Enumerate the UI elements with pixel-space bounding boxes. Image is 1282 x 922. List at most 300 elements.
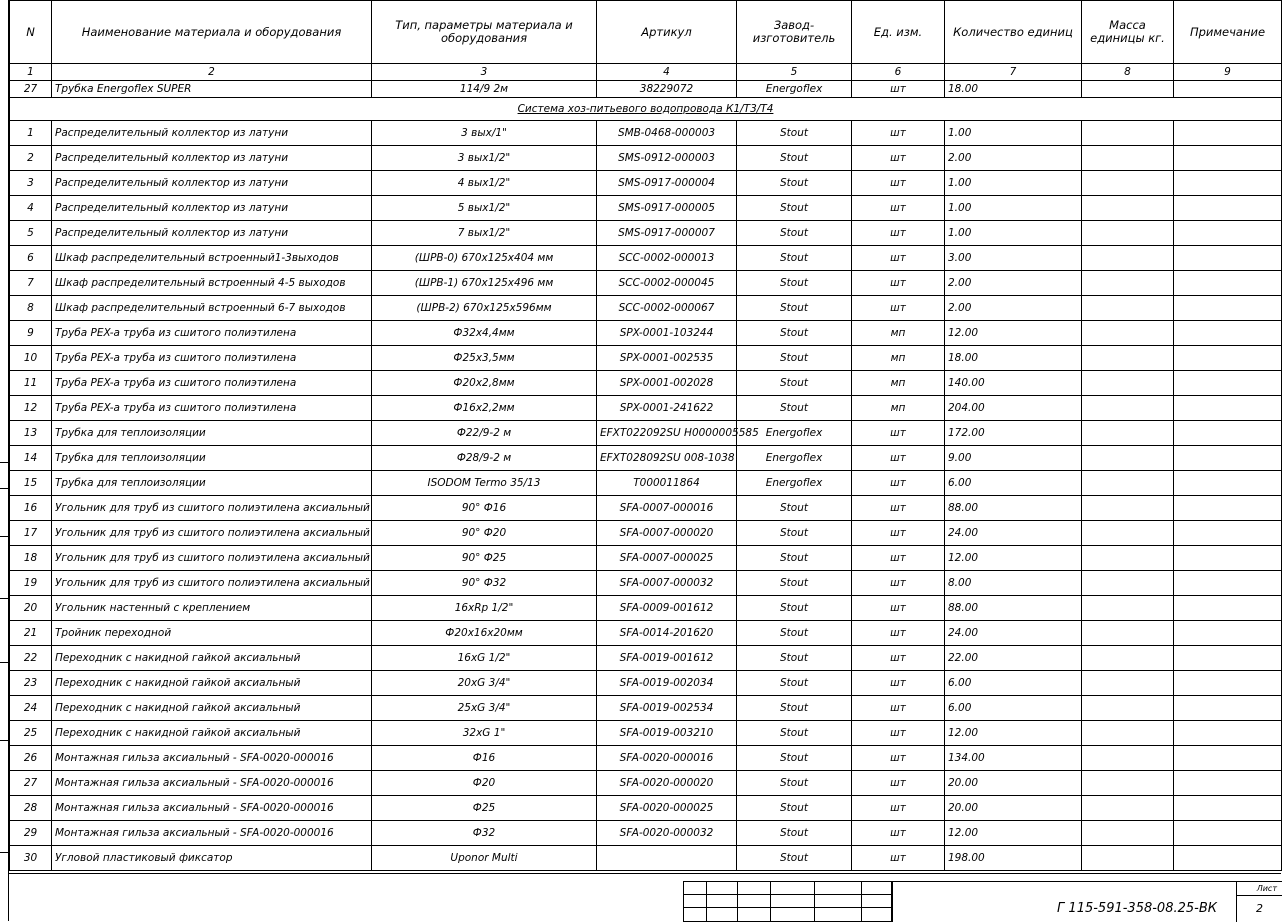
table-row xyxy=(10,821,1282,846)
cell-mass xyxy=(1082,846,1174,871)
cell-note xyxy=(1174,221,1282,246)
cell-note xyxy=(1174,296,1282,321)
cell-unit: мп xyxy=(852,346,945,371)
cell-type: 90° Ф32 xyxy=(372,571,597,596)
cell-name: Монтажная гильза аксиальный - SFA-0020-000016 xyxy=(52,821,372,846)
cell-article: EFXT022092SU H0000005585 xyxy=(597,421,737,446)
cell-type: ISODOM Termo 35/13 xyxy=(372,471,597,496)
column-number-row xyxy=(10,64,1282,81)
header-name: Наименование материала и оборудования xyxy=(52,1,372,64)
cell-article: SFA-0019-003210 xyxy=(597,721,737,746)
cell-qty: 8.00 xyxy=(945,571,1082,596)
cell-qty: 140.00 xyxy=(945,371,1082,396)
cell-n: 27 xyxy=(10,771,52,796)
cell-note xyxy=(1174,621,1282,646)
table-row xyxy=(10,496,1282,521)
cell-article: SPX-0001-002535 xyxy=(597,346,737,371)
stamp-cell xyxy=(815,895,862,908)
cell-type: 3 вых/1" xyxy=(372,121,597,146)
cell-article: SFA-0020-000016 xyxy=(597,746,737,771)
cell-n: 16 xyxy=(10,496,52,521)
cell-article: SMS-0917-000007 xyxy=(597,221,737,246)
cell-mass xyxy=(1082,196,1174,221)
cell-article: SPX-0001-241622 xyxy=(597,396,737,421)
cell-unit: шт xyxy=(852,296,945,321)
cell-type: (ШРВ-1) 670х125х496 мм xyxy=(372,271,597,296)
cell-maker: Stout xyxy=(737,196,852,221)
table-row xyxy=(10,321,1282,346)
stamp-cell xyxy=(707,882,738,895)
stamp-cell xyxy=(771,908,815,922)
cell-qty: 18.00 xyxy=(945,346,1082,371)
cell-mass xyxy=(1082,446,1174,471)
cell-mass xyxy=(1082,121,1174,146)
table-row xyxy=(10,671,1282,696)
cell-type: 5 вых1/2" xyxy=(372,196,597,221)
cell-note xyxy=(1174,821,1282,846)
cell-n: 29 xyxy=(10,821,52,846)
cell-name: Труба PEX-a труба из сшитого полиэтилена xyxy=(52,371,372,396)
cell-note xyxy=(1174,771,1282,796)
cell-note xyxy=(1174,571,1282,596)
cell-name: Угольник для труб из сшитого полиэтилена аксиальный xyxy=(52,521,372,546)
cell-type: 25хG 3/4" xyxy=(372,696,597,721)
cell-unit: шт xyxy=(852,646,945,671)
cell-name: Угольник для труб из сшитого полиэтилена аксиальный xyxy=(52,546,372,571)
cell-article: SPX-0001-103244 xyxy=(597,321,737,346)
cell-maker: Stout xyxy=(737,171,852,196)
stamp-cell xyxy=(862,908,892,922)
cell-mass xyxy=(1082,221,1174,246)
cell-article: SPX-0001-002028 xyxy=(597,371,737,396)
cell-note xyxy=(1174,646,1282,671)
cell-n: 7 xyxy=(10,271,52,296)
cell-n: 24 xyxy=(10,696,52,721)
stamp-cell xyxy=(862,895,892,908)
cell-mass xyxy=(1082,546,1174,571)
stamp-cell xyxy=(684,895,707,908)
cell-n: 19 xyxy=(10,571,52,596)
cell-maker: Energoflex xyxy=(737,81,852,98)
cell-note xyxy=(1174,671,1282,696)
cell-name: Угольник для труб из сшитого полиэтилена аксиальный xyxy=(52,496,372,521)
cell-type: (ШРВ-2) 670х125х596мм xyxy=(372,296,597,321)
cell-article: SMS-0917-000004 xyxy=(597,171,737,196)
cell-article: SMB-0468-000003 xyxy=(597,121,737,146)
cell-mass xyxy=(1082,81,1174,98)
cell-unit: шт xyxy=(852,621,945,646)
cell-note xyxy=(1174,796,1282,821)
cell-note xyxy=(1174,196,1282,221)
cell-type: 90° Ф20 xyxy=(372,521,597,546)
cell-name: Тройник переходной xyxy=(52,621,372,646)
cell-qty: 20.00 xyxy=(945,771,1082,796)
cell-qty: 2.00 xyxy=(945,296,1082,321)
cell-name: Распределительный коллектор из латуни xyxy=(52,171,372,196)
cell-unit: шт xyxy=(852,146,945,171)
table-row xyxy=(10,746,1282,771)
cell-unit: шт xyxy=(852,271,945,296)
cell-name: Переходник с накидной гайкой аксиальный xyxy=(52,721,372,746)
cell-qty: 22.00 xyxy=(945,646,1082,671)
cell-note xyxy=(1174,421,1282,446)
cell-note xyxy=(1174,271,1282,296)
cell-type: (ШРВ-0) 670х125х404 мм xyxy=(372,246,597,271)
cell-unit: шт xyxy=(852,671,945,696)
cell-qty: 6.00 xyxy=(945,696,1082,721)
cell-type: Ф32х4,4мм xyxy=(372,321,597,346)
cell-article: SFA-0019-001612 xyxy=(597,646,737,671)
header-article: Артикул xyxy=(597,1,737,64)
cell-qty: 88.00 xyxy=(945,596,1082,621)
cell-type: Ф25 xyxy=(372,796,597,821)
cell-name: Трубка для теплоизоляции xyxy=(52,421,372,446)
cell-n: 22 xyxy=(10,646,52,671)
table-row xyxy=(10,596,1282,621)
cell-article xyxy=(597,846,737,871)
cell-unit: шт xyxy=(852,521,945,546)
header-qty: Количество единиц xyxy=(945,1,1082,64)
cell-name: Угольник настенный с креплением xyxy=(52,596,372,621)
cell-qty: 2.00 xyxy=(945,271,1082,296)
cell-mass xyxy=(1082,821,1174,846)
cell-maker: Energoflex xyxy=(737,446,852,471)
cell-unit: шт xyxy=(852,121,945,146)
cell-mass xyxy=(1082,621,1174,646)
sheet-number: 2 xyxy=(1256,902,1263,915)
sheet-number-box xyxy=(1236,881,1282,922)
cell-article: SMS-0912-000003 xyxy=(597,146,737,171)
cell-unit: шт xyxy=(852,546,945,571)
cell-type: 7 вых1/2" xyxy=(372,221,597,246)
cell-qty: 20.00 xyxy=(945,796,1082,821)
cell-n: 15 xyxy=(10,471,52,496)
cell-n: 3 xyxy=(10,171,52,196)
cell-unit: шт xyxy=(852,421,945,446)
cell-maker: Stout xyxy=(737,771,852,796)
cell-n: 12 xyxy=(10,396,52,421)
section-title: Система хоз-питьевого водопровода К1/Т3/Т4 xyxy=(10,98,1282,121)
table-row xyxy=(10,796,1282,821)
cell-unit: шт xyxy=(852,771,945,796)
table-row xyxy=(10,571,1282,596)
cell-n: 18 xyxy=(10,546,52,571)
cell-type: Ф28/9-2 м xyxy=(372,446,597,471)
header-note: Примечание xyxy=(1174,1,1282,64)
cell-mass xyxy=(1082,271,1174,296)
stamp-cell xyxy=(707,895,738,908)
cell-article: SFA-0019-002534 xyxy=(597,696,737,721)
stamp-cell xyxy=(707,908,738,922)
cell-unit: мп xyxy=(852,371,945,396)
cell-maker: Stout xyxy=(737,271,852,296)
cell-mass xyxy=(1082,246,1174,271)
cell-qty: 9.00 xyxy=(945,446,1082,471)
cell-note xyxy=(1174,496,1282,521)
cell-type: Ф16 xyxy=(372,746,597,771)
cell-note xyxy=(1174,346,1282,371)
cell-mass xyxy=(1082,596,1174,621)
cell-n: 14 xyxy=(10,446,52,471)
column-number: 7 xyxy=(945,64,1082,81)
cell-mass xyxy=(1082,146,1174,171)
cell-name: Трубка Energoflex SUPER xyxy=(52,81,372,98)
cell-qty: 12.00 xyxy=(945,546,1082,571)
cell-n: 5 xyxy=(10,221,52,246)
cell-maker: Stout xyxy=(737,321,852,346)
cell-mass xyxy=(1082,521,1174,546)
cell-maker: Energoflex xyxy=(737,471,852,496)
stamp-grid xyxy=(683,881,893,922)
cell-mass xyxy=(1082,746,1174,771)
cell-n: 28 xyxy=(10,796,52,821)
margin-tick xyxy=(0,740,8,741)
cell-name: Труба PEX-a труба из сшитого полиэтилена xyxy=(52,396,372,421)
sheet-label: Лист xyxy=(1237,882,1282,896)
cell-n: 6 xyxy=(10,246,52,271)
cell-name: Монтажная гильза аксиальный - SFA-0020-000016 xyxy=(52,771,372,796)
stamp-cell xyxy=(862,882,892,895)
cell-qty: 172.00 xyxy=(945,421,1082,446)
cell-maker: Stout xyxy=(737,696,852,721)
cell-n: 23 xyxy=(10,671,52,696)
margin-tick xyxy=(0,536,8,537)
cell-name: Трубка для теплоизоляции xyxy=(52,471,372,496)
cell-note xyxy=(1174,371,1282,396)
cell-article: EFXT028092SU 008-1038 xyxy=(597,446,737,471)
cell-unit: мп xyxy=(852,321,945,346)
cell-article: SFA-0020-000025 xyxy=(597,796,737,821)
cell-maker: Stout xyxy=(737,346,852,371)
table-row xyxy=(10,296,1282,321)
table-row xyxy=(10,546,1282,571)
cell-name: Трубка для теплоизоляции xyxy=(52,446,372,471)
stamp-cell xyxy=(684,882,707,895)
cell-n: 20 xyxy=(10,596,52,621)
cell-mass xyxy=(1082,771,1174,796)
cell-n: 25 xyxy=(10,721,52,746)
column-number: 6 xyxy=(852,64,945,81)
stamp-cell xyxy=(738,908,771,922)
cell-type: Uponor Multi xyxy=(372,846,597,871)
cell-name: Монтажная гильза аксиальный - SFA-0020-000016 xyxy=(52,746,372,771)
table-row xyxy=(10,446,1282,471)
cell-qty: 24.00 xyxy=(945,621,1082,646)
section-row xyxy=(10,98,1282,121)
cell-maker: Stout xyxy=(737,396,852,421)
column-number: 9 xyxy=(1174,64,1282,81)
cell-article: T000011864 xyxy=(597,471,737,496)
cell-maker: Stout xyxy=(737,671,852,696)
cell-n: 26 xyxy=(10,746,52,771)
cell-unit: шт xyxy=(852,721,945,746)
cell-qty: 18.00 xyxy=(945,81,1082,98)
cell-article: SFA-0007-000032 xyxy=(597,571,737,596)
cell-note xyxy=(1174,121,1282,146)
cell-name: Переходник с накидной гайкой аксиальный xyxy=(52,671,372,696)
cell-name: Шкаф распределительный встроенный1-3выходов xyxy=(52,246,372,271)
cell-n: 8 xyxy=(10,296,52,321)
cell-qty: 3.00 xyxy=(945,246,1082,271)
table-row xyxy=(10,721,1282,746)
cell-article: SCC-0002-000045 xyxy=(597,271,737,296)
cell-note xyxy=(1174,396,1282,421)
cell-maker: Stout xyxy=(737,146,852,171)
cell-article: SFA-0009-001612 xyxy=(597,596,737,621)
header-unit: Ед. изм. xyxy=(852,1,945,64)
cell-n: 10 xyxy=(10,346,52,371)
cell-name: Монтажная гильза аксиальный - SFA-0020-000016 xyxy=(52,796,372,821)
cell-type: 114/9 2м xyxy=(372,81,597,98)
cell-mass xyxy=(1082,396,1174,421)
cell-unit: шт xyxy=(852,471,945,496)
column-number: 8 xyxy=(1082,64,1174,81)
column-number: 3 xyxy=(372,64,597,81)
cell-mass xyxy=(1082,646,1174,671)
cell-qty: 12.00 xyxy=(945,821,1082,846)
cell-mass xyxy=(1082,421,1174,446)
cell-name: Труба PEX-a труба из сшитого полиэтилена xyxy=(52,346,372,371)
table-row xyxy=(10,621,1282,646)
table-row xyxy=(10,371,1282,396)
cell-unit: шт xyxy=(852,246,945,271)
stamp-cell xyxy=(684,908,707,922)
table-row xyxy=(10,846,1282,871)
cell-maker: Stout xyxy=(737,821,852,846)
table-row xyxy=(10,246,1282,271)
cell-name: Распределительный коллектор из латуни xyxy=(52,121,372,146)
margin-tick xyxy=(0,662,8,663)
cell-maker: Stout xyxy=(737,846,852,871)
cell-maker: Stout xyxy=(737,796,852,821)
cell-qty: 2.00 xyxy=(945,146,1082,171)
cell-n: 21 xyxy=(10,621,52,646)
cell-maker: Stout xyxy=(737,296,852,321)
cell-note xyxy=(1174,721,1282,746)
cell-note xyxy=(1174,596,1282,621)
cell-name: Шкаф распределительный встроенный 6-7 выходов xyxy=(52,296,372,321)
cell-note xyxy=(1174,246,1282,271)
cell-article: SCC-0002-000013 xyxy=(597,246,737,271)
cell-maker: Stout xyxy=(737,721,852,746)
cell-note xyxy=(1174,746,1282,771)
cell-name: Переходник с накидной гайкой аксиальный xyxy=(52,646,372,671)
cell-mass xyxy=(1082,721,1174,746)
cell-note xyxy=(1174,171,1282,196)
cell-type: Ф20 xyxy=(372,771,597,796)
stamp-cell xyxy=(771,882,815,895)
cell-unit: мп xyxy=(852,396,945,421)
cell-type: Ф22/9-2 м xyxy=(372,421,597,446)
cell-n: 17 xyxy=(10,521,52,546)
header-maker: Завод-изготовитель xyxy=(737,1,852,64)
cell-qty: 1.00 xyxy=(945,196,1082,221)
cell-n: 4 xyxy=(10,196,52,221)
cell-note xyxy=(1174,471,1282,496)
stamp-cell xyxy=(738,895,771,908)
cell-mass xyxy=(1082,696,1174,721)
cell-maker: Stout xyxy=(737,571,852,596)
cell-unit: шт xyxy=(852,846,945,871)
cell-maker: Stout xyxy=(737,621,852,646)
drawing-sheet xyxy=(8,0,1281,921)
table-row xyxy=(10,471,1282,496)
cell-n: 30 xyxy=(10,846,52,871)
cell-qty: 198.00 xyxy=(945,846,1082,871)
document-code-box xyxy=(891,881,1237,922)
cell-unit: шт xyxy=(852,171,945,196)
column-number: 1 xyxy=(10,64,52,81)
table-row xyxy=(10,646,1282,671)
cell-maker: Stout xyxy=(737,496,852,521)
cell-qty: 134.00 xyxy=(945,746,1082,771)
table-row xyxy=(10,196,1282,221)
cell-name: Труба PEX-a труба из сшитого полиэтилена xyxy=(52,321,372,346)
cell-maker: Stout xyxy=(737,521,852,546)
stamp-cell xyxy=(815,882,862,895)
cell-maker: Stout xyxy=(737,221,852,246)
cell-qty: 1.00 xyxy=(945,221,1082,246)
cell-name: Угловой пластиковый фиксатор xyxy=(52,846,372,871)
cell-article: 38229072 xyxy=(597,81,737,98)
cell-type: Ф16х2,2мм xyxy=(372,396,597,421)
table-row xyxy=(10,696,1282,721)
cell-name: Шкаф распределительный встроенный 4-5 выходов xyxy=(52,271,372,296)
cell-mass xyxy=(1082,471,1174,496)
cell-note xyxy=(1174,146,1282,171)
table-row xyxy=(10,396,1282,421)
cell-n: 2 xyxy=(10,146,52,171)
cell-maker: Energoflex xyxy=(737,421,852,446)
cell-n: 1 xyxy=(10,121,52,146)
cell-name: Распределительный коллектор из латуни xyxy=(52,146,372,171)
cell-unit: шт xyxy=(852,221,945,246)
table-row xyxy=(10,521,1282,546)
cell-qty: 1.00 xyxy=(945,171,1082,196)
column-number: 4 xyxy=(597,64,737,81)
header-row xyxy=(10,1,1282,64)
cell-article: SFA-0007-000020 xyxy=(597,521,737,546)
cell-type: Ф32 xyxy=(372,821,597,846)
cell-qty: 204.00 xyxy=(945,396,1082,421)
table-row xyxy=(10,271,1282,296)
cell-type: 90° Ф16 xyxy=(372,496,597,521)
cell-type: 16хG 1/2" xyxy=(372,646,597,671)
margin-tick xyxy=(0,598,8,599)
cell-maker: Stout xyxy=(737,746,852,771)
cell-article: SFA-0019-002034 xyxy=(597,671,737,696)
cell-type: 3 вых1/2" xyxy=(372,146,597,171)
cell-type: 32хG 1" xyxy=(372,721,597,746)
cell-article: SFA-0007-000025 xyxy=(597,546,737,571)
table-row xyxy=(10,171,1282,196)
table-row xyxy=(10,771,1282,796)
cell-unit: шт xyxy=(852,796,945,821)
cell-note xyxy=(1174,521,1282,546)
cell-type: 4 вых1/2" xyxy=(372,171,597,196)
stamp-cell xyxy=(815,908,862,922)
header-type: Тип, параметры материала и оборудования xyxy=(372,1,597,64)
cell-mass xyxy=(1082,796,1174,821)
cell-qty: 1.00 xyxy=(945,121,1082,146)
margin-tick xyxy=(0,462,8,463)
cell-mass xyxy=(1082,371,1174,396)
table-row xyxy=(10,346,1282,371)
cell-unit: шт xyxy=(852,596,945,621)
cell-maker: Stout xyxy=(737,596,852,621)
cell-article: SMS-0917-000005 xyxy=(597,196,737,221)
cell-name: Распределительный коллектор из латуни xyxy=(52,196,372,221)
